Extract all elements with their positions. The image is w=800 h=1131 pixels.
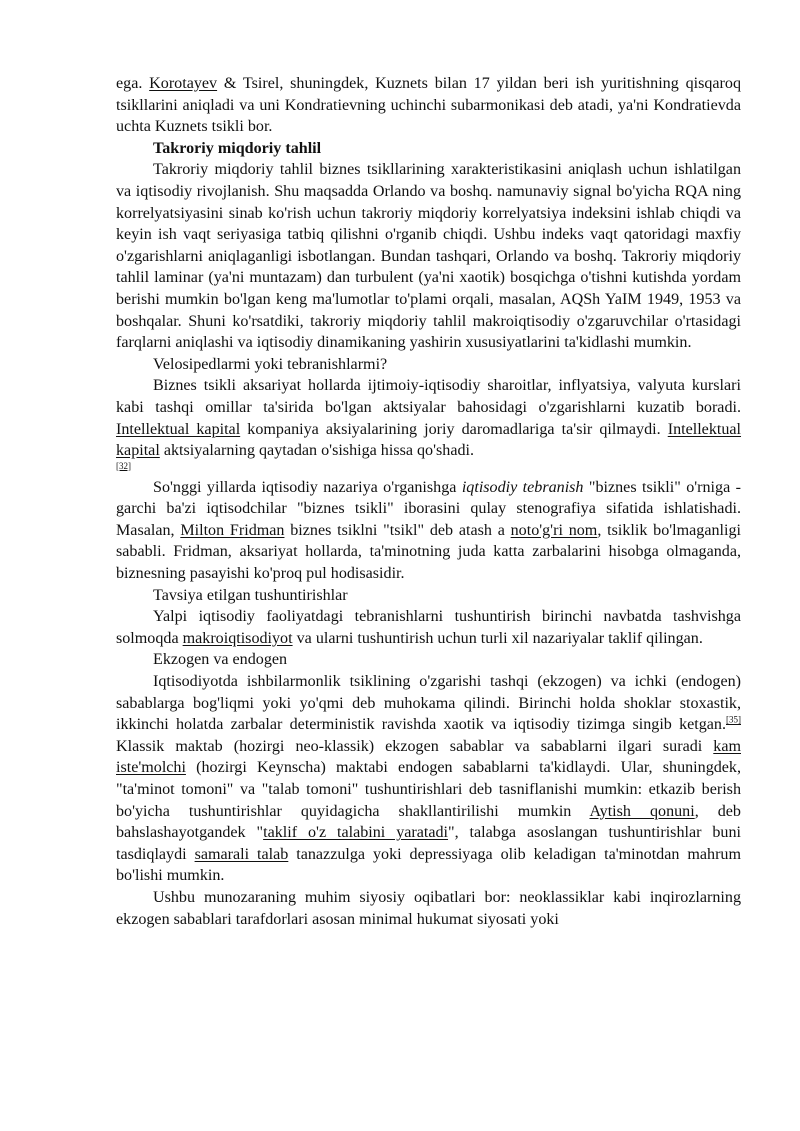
heading-proposed-explanations: Tavsiya etilgan tushuntirishlar <box>153 586 348 604</box>
emphasis-text: iqtisodiy tebranish <box>461 478 584 496</box>
text: aktsiyalarning qaytadan o'sishiga hissa qo'shadi. <box>159 442 475 460</box>
heading-exogenous-endogenous: Ekzogen va endogen <box>153 651 288 669</box>
paragraph-policy: Ushbu munozaraning muhim siyosiy oqibatlari bor: neoklassiklar kabi inqirozlarning ekzogen sabablari tarafdorlari asosan minimal hukumat siyosati yoki <box>116 888 741 928</box>
link-says-law[interactable]: Aytish qonuni <box>589 802 695 820</box>
paragraph-exogenous <box>116 671 741 887</box>
link-intellectual-capital-1[interactable]: Intellektual kapital <box>116 420 241 438</box>
footnote-ref-35[interactable]: [35] <box>726 714 741 725</box>
text: & Tsirel, shuningdek, Kuznets bilan 17 yildan beri ish yuritishning qisqaroq tsikllarini aniqladi va uni Kondratievning uchinchi subarmonikasi deb atadi, ya'ni Kondratievda uchta Kuznets tsikli bor. <box>116 75 741 136</box>
paragraph-oscillation <box>116 477 741 585</box>
paragraph-kuznets <box>116 73 741 138</box>
text: ega. <box>116 75 150 92</box>
text: Iqtisodiyotda ishbilarmonlik tsiklining o'zgarishi tashqi (ekzogen) va ichki (endogen) sabablarga bog'liqmi yoki yo'qmi deb muhokama qilindi. Birinchi holda shoklar stoxastik, ikkinchi holatda zarbalar deterministik ravishda xaotik va iqtisodiy tizimga singib ketgan. <box>116 673 741 734</box>
text: ", talabga asoslangan tushuntirishlar buni tasdiqlaydi <box>116 824 741 863</box>
link-underconsumption[interactable]: kam iste'molchi <box>116 737 741 777</box>
link-milton-fridman[interactable]: Milton Fridman <box>180 521 285 539</box>
text: , deb bahslashayotgandek " <box>116 802 741 842</box>
paragraph-explanations <box>116 606 741 649</box>
link-macroeconomics[interactable]: makroiqtisodiyot <box>182 629 293 647</box>
heading-recurrence-analysis: Takroriy miqdoriy tahlil <box>153 139 322 157</box>
text: Biznes tsikli aksariyat hollarda ijtimoiy-iqtisodiy sharoitlar, inflyatsiya, valyuta kurslari kabi tashqi omillar ta'sirida bo'lgan aktsiyalar bahosidagi o'zgarishlarni kuzatib boradi. <box>116 377 741 416</box>
text: biznes tsiklni "tsikl" deb atash a <box>284 521 511 539</box>
text: So'nggi yillarda iqtisodiy nazariya o'rganishga <box>153 478 462 496</box>
text: Yalpi iqtisodiy faoliyatdagi tebranishlarni tushuntirish birinchi navbatda tashvishga solmoqda <box>116 608 741 647</box>
link-misnomer[interactable]: noto'g'ri nom <box>510 521 598 539</box>
heading-cycles-or-oscillations: Velosipedlarmi yoki tebranishlarmi? <box>153 355 388 373</box>
document-page <box>116 73 741 930</box>
paragraph-business-cycle <box>116 375 741 471</box>
paragraph-recurrence: Takroriy miqdoriy tahlil biznes tsikllarining xarakteristikasini aniqlash uchun ishlatilgan va iqtisodiy rivojlanish. Shu maqsadda Orlando va boshq. namunaviy signal bo'yicha RQA ning korrelyatsiyasini sinab ko'rish uchun takroriy miqdoriy korrelyatsiya indeksini ishlab chiqdi va keyin ish vaqt seriyasiga tatbiq qilishni o'rganib chiqdi. Ushbu indeks vaqt qatoridagi maxfiy o'zgarishlarni aniqlaganligi isbotlangan. Bundan tashqari, Orlando va boshq. Takroriy miqdoriy tahlil laminar (ya'ni muntazam) dan turbulent (ya'ni xaotik) bosqichga o'tishni kutishda yordam berishi mumkin bo'lgan keng ma'lumotlar to'plami orqali, masalan, AQSh YaIM 1949, 1953 va boshqalar. Shuni ko'rsatdiki, takroriy miqdoriy tahlil makroiqtisodiy o'zgaruvchilar o'rtasidagi farqlarni aniqlashi va iqtisodiy dinamikaning yashirin xususiyatlarini ta'kidlashi mumkin. <box>116 161 741 352</box>
link-effective-demand[interactable]: samarali talab <box>194 845 289 863</box>
text: "biznes tsikli" o'rniga - garchi ba'zi iqtisodchilar "biznes tsikli" iborasini qulay stenografiya sifatida ishlatishadi. Masalan, <box>116 478 741 539</box>
text: va ularni tushuntirish uchun turli xil nazariyalar taklif qilingan. <box>292 629 703 647</box>
text: kompaniya aksiyalarining joriy daromadlariga ta'sir qilmaydi. <box>240 420 668 438</box>
text: Klassik maktab (hozirgi neo-klassik) ekzogen sabablar va sabablarni ilgari suradi <box>116 737 714 755</box>
text: tanazzulga yoki depressiyaga olib keladigan ta'minotdan mahrum bo'lishi mumkin. <box>116 845 741 885</box>
link-supply-creates-demand[interactable]: taklif o'z talabini yaratadi <box>263 824 449 842</box>
footnote-ref-32[interactable]: [32] <box>116 460 131 471</box>
text: , tsiklik bo'lmaganligi sababli. Fridman, aksariyat hollarda, ta'minotning juda katta zarbalarini hisobga olmaganda, biznesning pasayishi ko'proq pul hodisasidir. <box>116 521 741 583</box>
link-korotayev[interactable]: Korotayev <box>149 75 218 92</box>
text: (hozirgi Keynscha) maktabi endogen sabablarni ta'kidlaydi. Ular, shuningdek, "ta'minot tomoni" va "talab tomoni" tushuntirishlari deb tasniflanishi mumkin: etkazib berish bo'yicha tushuntirishlar quyidagicha shakllantirilishi mumkin <box>116 759 741 820</box>
link-intellectual-capital-2[interactable]: Intellektual kapital <box>116 420 742 460</box>
